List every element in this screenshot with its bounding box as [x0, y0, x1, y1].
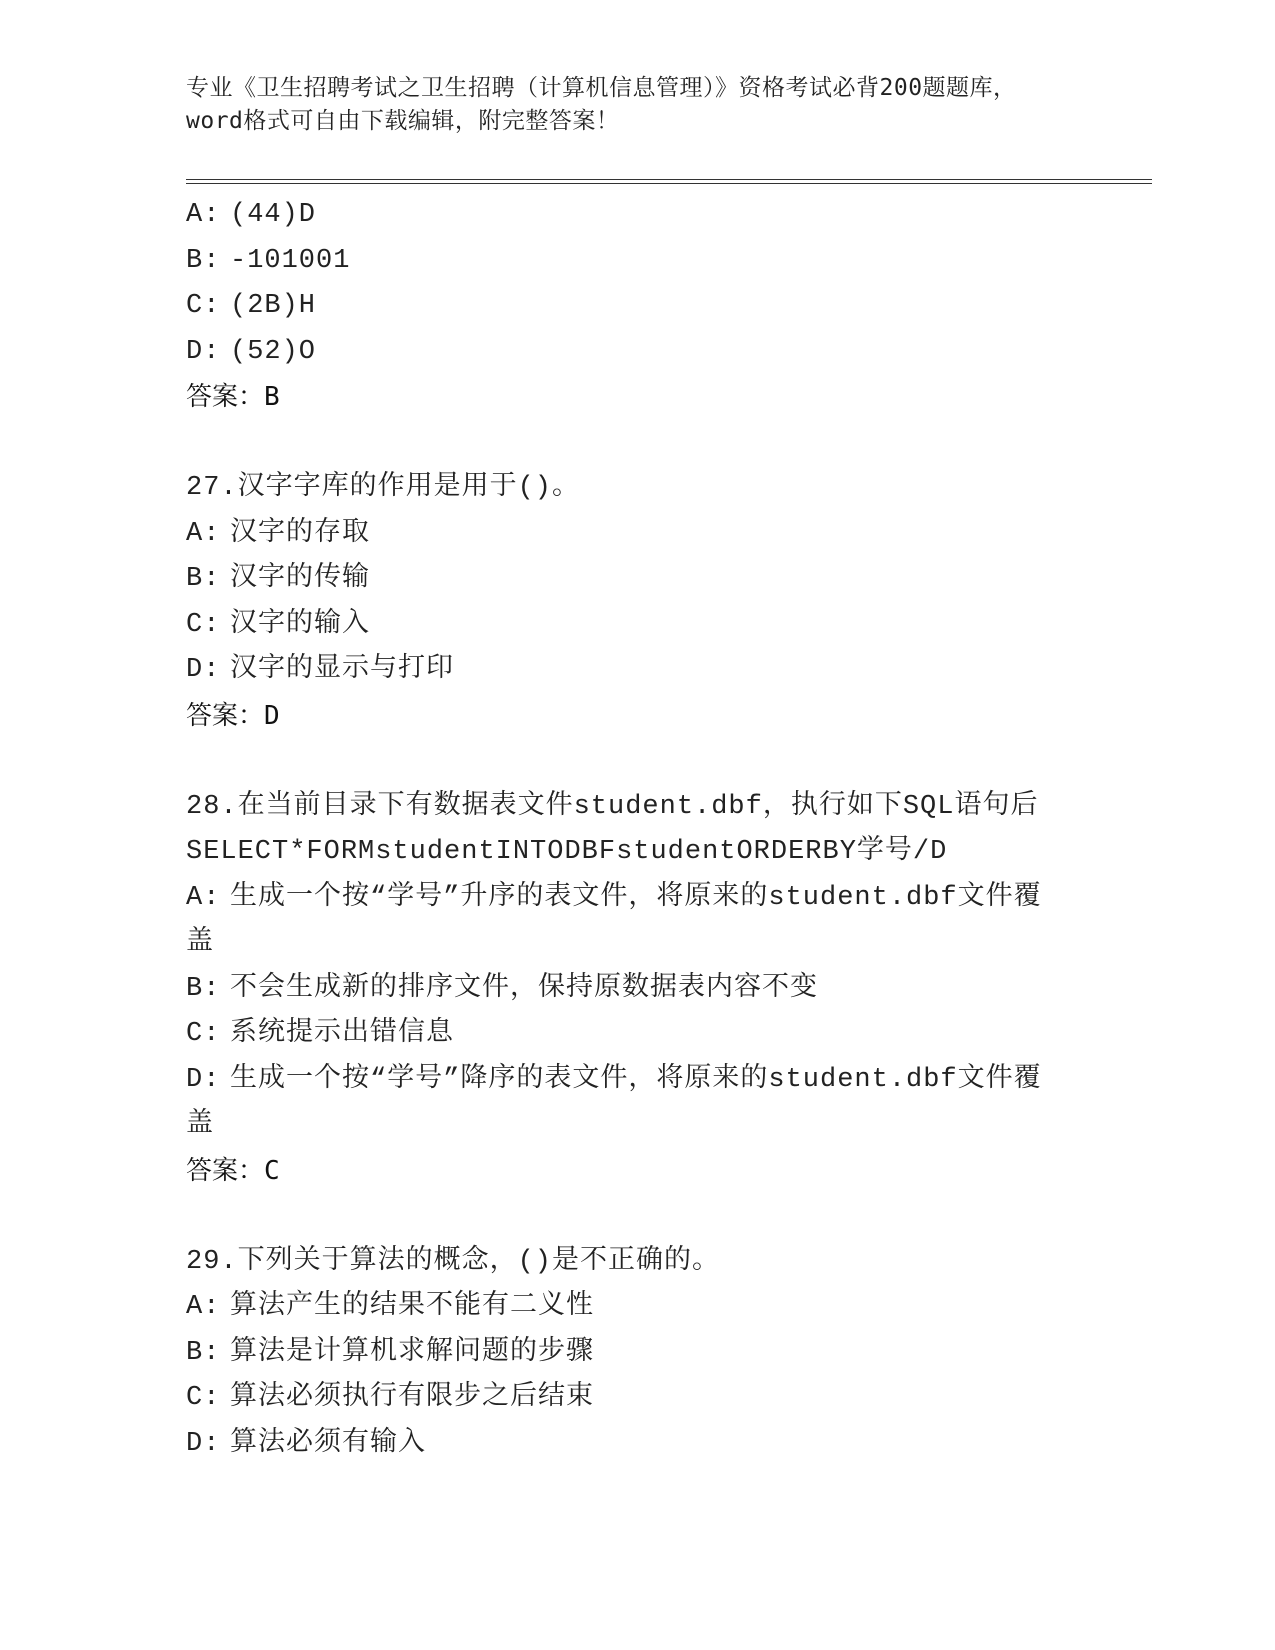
header-divider-bottom	[186, 183, 1152, 184]
option-b: B: -101001	[186, 245, 351, 276]
question-list	[186, 193, 1086, 1467]
option-d: D: 汉字的显示与打印	[186, 655, 454, 685]
document-header	[186, 72, 1086, 138]
option-a: A: 算法产生的结果不能有二义性	[186, 1292, 594, 1322]
option-b: B: 不会生成新的排序文件，保持原数据表内容不变	[186, 973, 818, 1004]
spacer	[186, 421, 1086, 467]
spacer	[186, 1194, 1086, 1240]
question-text-line-2: SELECT*FORMstudentINTODBFstudentORDERBY学号/D	[186, 837, 948, 867]
option-a: A: 生成一个按“学号”升序的表文件，将原来的student.dbf文件覆	[186, 882, 1042, 913]
option-b: B: 算法是计算机求解问题的步骤	[186, 1337, 594, 1368]
header-divider-top	[186, 179, 1152, 180]
option-a: A: (44)D	[186, 200, 317, 230]
answer-28: 答案：C	[186, 1155, 280, 1186]
option-a-continuation: 盖	[186, 928, 214, 958]
option-d: D: 算法必须有输入	[186, 1428, 426, 1459]
option-d: D: (52)O	[186, 336, 317, 367]
question-text: 29.下列关于算法的概念，()是不正确的。	[186, 1246, 721, 1277]
option-a: A: 汉字的存取	[186, 518, 370, 549]
question-text: 27.汉字字库的作用是用于()。	[186, 473, 581, 503]
answer-26: 答案：B	[186, 382, 280, 412]
question-27	[186, 466, 1086, 739]
header-title-line-2: word格式可自由下载编辑，附完整答案！	[186, 108, 620, 134]
option-c: C: 系统提示出错信息	[186, 1019, 454, 1049]
option-c: C: (2B)H	[186, 291, 317, 321]
answer-27: 答案：D	[186, 700, 280, 731]
question-29	[186, 1240, 1086, 1468]
header-title-line-1: 专业《卫生招聘考试之卫生招聘（计算机信息管理）》资格考试必背200题题库，	[186, 75, 1017, 101]
option-d: D: 生成一个按“学号”降序的表文件，将原来的student.dbf文件覆	[186, 1064, 1042, 1095]
question-26	[186, 193, 1086, 421]
option-c: C: 算法必须执行有限步之后结束	[186, 1383, 594, 1413]
option-b: B: 汉字的传输	[186, 564, 370, 594]
option-c: C: 汉字的输入	[186, 609, 370, 640]
question-text-line-1: 28.在当前目录下有数据表文件student.dbf，执行如下SQL语句后	[186, 791, 1039, 822]
option-d-continuation: 盖	[186, 1110, 214, 1140]
spacer	[186, 739, 1086, 785]
question-28	[186, 785, 1086, 1195]
